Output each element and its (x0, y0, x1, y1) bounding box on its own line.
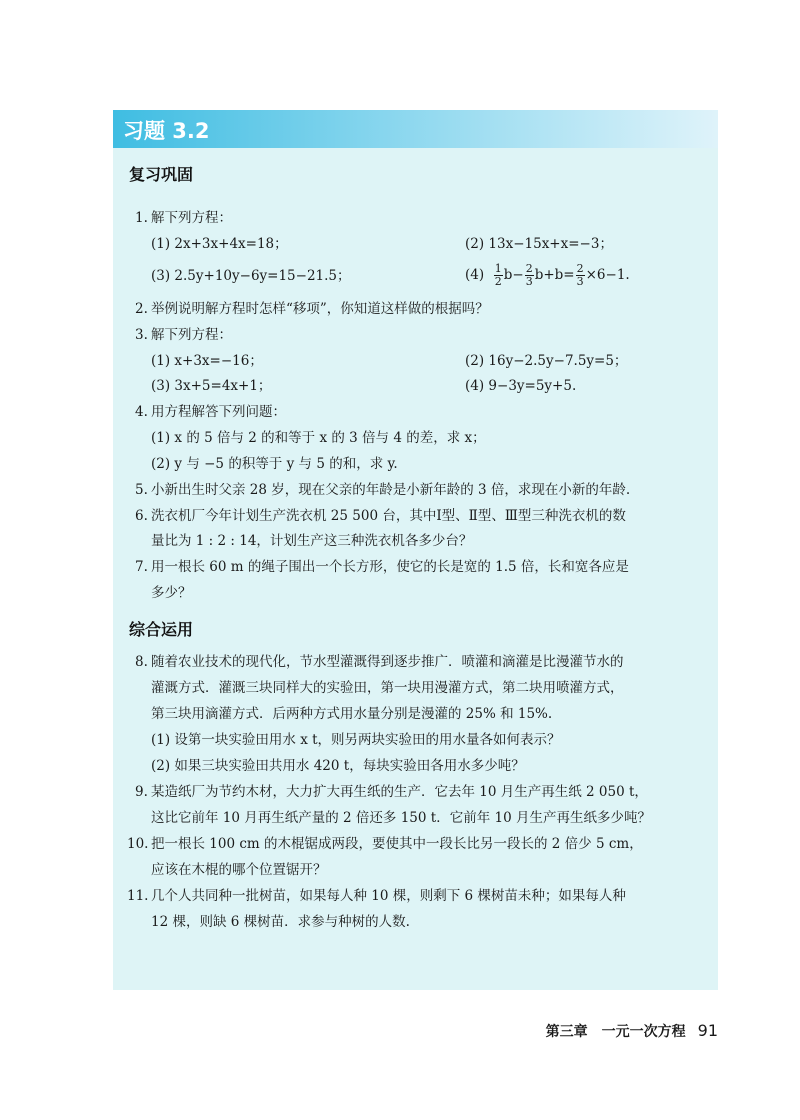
problem-4-text: 用方程解答下列问题： (151, 404, 286, 420)
problem-11-line-2: 12 棵，则缺 6 棵树苗．求参与种树的人数. (151, 914, 410, 930)
problem-8-line-2: 灌溉方式．灌溉三块同样大的实验田，第一块用漫灌方式，第二块用喷灌方式， (151, 680, 624, 696)
problem-8a: (1) 设第一块实验田用水 x t，则另两块实验田的用水量各如何表示？ (151, 732, 561, 748)
problem-10-line-2: 应该在木棍的哪个位置锯开？ (151, 862, 327, 878)
problem-8-line-1: 随着农业技术的现代化，节水型灌溉得到逐步推广．喷灌和滴灌是比漫灌节水的 (151, 654, 624, 670)
page-footer (546, 1021, 718, 1041)
problem-1d-term3: ×6−1. (585, 267, 630, 283)
problem-6-number: 6. (135, 508, 148, 524)
problem-2-text: 举例说明解方程时怎样“移项”，你知道这样做的根据吗？ (151, 301, 489, 317)
problem-8-number: 8. (135, 654, 148, 670)
problem-6-line-2: 量比为 1 : 2 : 14，计划生产这三种洗衣机各多少台？ (151, 533, 473, 549)
problem-1d-term2: b+b= (534, 267, 575, 283)
problem-1a: (1) 2x+3x+4x=18； (151, 236, 288, 252)
problem-4-number: 4. (135, 404, 148, 420)
problem-11-number: 11. (127, 888, 149, 904)
problem-10-number: 10. (127, 836, 149, 852)
section-heading-application: 综合运用 (129, 620, 194, 639)
exercise-panel (113, 110, 718, 990)
chapter-title: 第三章 一元一次方程 (545, 1024, 686, 1040)
problem-8b: (2) 如果三块实验田共用水 420 t，每块实验田各用水多少吨？ (151, 758, 525, 774)
exercise-title: 习题 3.2 (123, 119, 210, 143)
problem-5-number: 5. (135, 482, 148, 498)
problem-4b: (2) y 与 −5 的积等于 y 与 5 的和，求 y. (151, 456, 398, 472)
problem-3c: (3) 3x+5=4x+1； (151, 378, 272, 394)
problem-1-text: 解下列方程： (151, 210, 232, 226)
problem-9-line-2: 这比它前年 10 月再生纸产量的 2 倍还多 150 t．它前年 10 月生产再生纸多少吨？ (151, 810, 651, 826)
problem-1d-term1: b− (503, 267, 524, 283)
problem-1-number: 1. (135, 210, 148, 226)
problem-3d: (4) 9−3y=5y+5. (465, 378, 577, 394)
problem-9-number: 9. (135, 784, 148, 800)
problem-3b: (2) 16y−2.5y−7.5y=5； (465, 353, 628, 369)
problem-6-line-1: 洗衣机厂今年计划生产洗衣机 25 500 台，其中Ⅰ型、Ⅱ型、Ⅲ型三种洗衣机的数 (151, 508, 626, 524)
problem-3-number: 3. (135, 327, 148, 343)
fraction-1-2: $\frac{1}{2}$ (494, 262, 502, 288)
problem-2-number: 2. (135, 301, 148, 317)
problem-10-line-1: 把一根长 100 cm 的木棍锯成两段，要使其中一段长比另一段长的 2 倍少 5 cm， (151, 836, 643, 852)
fraction-2-3-a: $\frac{2}{3}$ (525, 262, 533, 288)
problem-5-text: 小新出生时父亲 28 岁，现在父亲的年龄是小新年龄的 3 倍，求现在小新的年龄. (151, 482, 631, 498)
problem-1d (465, 260, 630, 290)
problem-1d-label: (4) (465, 267, 485, 283)
problem-4a: (1) x 的 5 倍与 2 的和等于 x 的 3 倍与 4 的差，求 x； (151, 430, 486, 446)
page-number: 91 (697, 1021, 718, 1040)
problem-1b: (2) 13x−15x+x=−3； (465, 236, 613, 252)
problem-11-line-1: 几个人共同种一批树苗，如果每人种 10 棵，则剩下 6 棵树苗未种；如果每人种 (151, 888, 626, 904)
section-heading-review: 复习巩固 (129, 165, 194, 184)
exercise-title-bar (113, 110, 718, 148)
fraction-2-3-b: $\frac{2}{3}$ (576, 262, 584, 288)
problem-9-line-1: 某造纸厂为节约木材，大力扩大再生纸的生产．它去年 10 月生产再生纸 2 050 t， (151, 784, 648, 800)
problem-7-line-1: 用一根长 60 m 的绳子围出一个长方形，使它的长是宽的 1.5 倍，长和宽各应是 (151, 559, 629, 575)
problem-1c: (3) 2.5y+10y−6y=15−21.5； (151, 268, 351, 284)
problem-3-text: 解下列方程： (151, 327, 232, 343)
problem-3a: (1) x+3x=−16； (151, 353, 263, 369)
problem-8-line-3: 第三块用滴灌方式．后两种方式用水量分别是漫灌的 25% 和 15%. (151, 706, 553, 722)
problem-7-line-2: 多少？ (151, 585, 192, 601)
problem-7-number: 7. (135, 559, 148, 575)
